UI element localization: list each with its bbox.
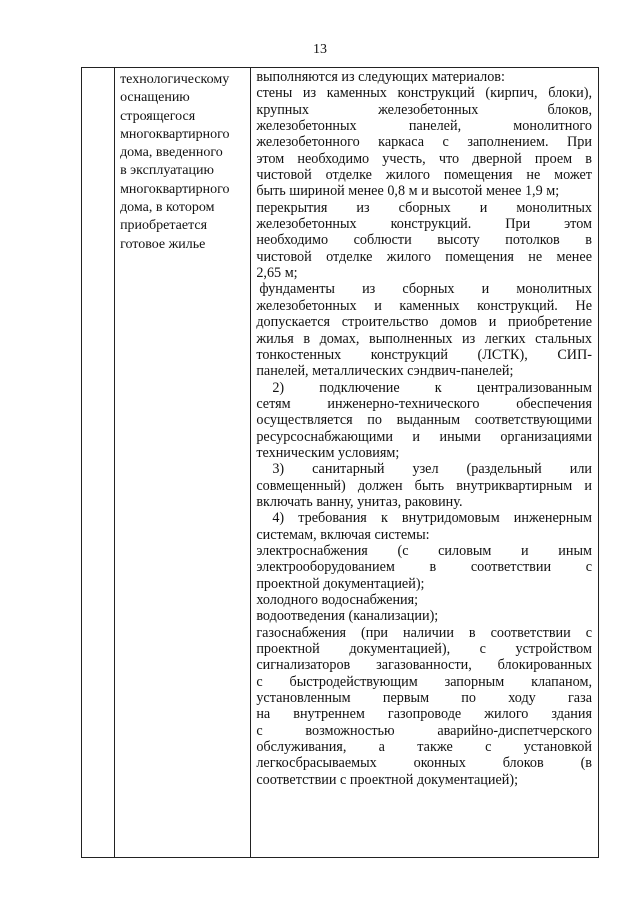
subject-line: приобретается (120, 218, 208, 234)
table-cell-subject (115, 68, 251, 858)
text-line: ресурсоснабжающими и иными организациями (256, 428, 592, 445)
subject-line: в эксплуатацию (120, 163, 214, 179)
text-line: быть шириной менее 0,8 м и высотой менее 1,9 м; (256, 183, 560, 200)
text-line: чистовой отделке жилого помещения не менее (256, 248, 592, 265)
subject-line: дома, в котором (120, 200, 215, 216)
text-line: допускается строительство домов и приобретение (256, 314, 592, 331)
text-line: выполняются из следующих материалов: (256, 69, 505, 85)
page-number: 13 (313, 42, 327, 57)
text-line: осуществляется по выданным соответствующими (256, 412, 592, 429)
text-line: этом необходимо учесть, что дверной проем в (256, 150, 592, 167)
text-line: стены из каменных конструкций (кирпич, блоки), (256, 85, 592, 102)
text-line: перекрытия из сборных и монолитных (256, 199, 592, 216)
subject-line: строящегося (120, 108, 196, 124)
subject-line: оснащению (120, 90, 190, 106)
subject-line: готовое жилье (120, 236, 206, 252)
text-line: электроснабжения (с силовым и иным (256, 542, 592, 559)
text-line: тонкостенных конструкций (ЛСТК), СИП- (256, 346, 592, 363)
text-line: установленным первым по ходу газа (256, 690, 592, 707)
text-line: железобетонных конструкций. При этом (256, 216, 592, 233)
text-line: железобетонного каркаса с заполнением. При (256, 134, 592, 151)
text-line: системам, включая системы: (256, 526, 430, 543)
subject-line: многоквартирного (120, 181, 230, 197)
text-line: 4) требования к внутридомовым инженерным (272, 510, 592, 527)
text-line: жилья в домах, выполненных из легких стальных (256, 330, 592, 347)
text-line: проектной документацией); (256, 575, 425, 592)
text-line: панелей, металлических сэндвич-панелей; (256, 363, 514, 380)
text-line: техническим условиям; (256, 444, 400, 461)
text-line: включать ванну, унитаз, раковину. (256, 493, 463, 510)
text-line: железобетонных панелей, монолитного (256, 118, 592, 135)
requirements-table (81, 67, 599, 858)
text-line: 2) подключение к централизованным (272, 379, 592, 396)
text-line: водоотведения (канализации); (256, 608, 439, 625)
text-line: фундаменты из сборных и монолитных (259, 281, 592, 298)
text-line: 3) санитарный узел (раздельный или (272, 461, 592, 478)
text-line: совмещенный) должен быть внутриквартирным и (256, 477, 592, 494)
table-cell-number (82, 68, 115, 858)
text-line: холодного водоснабжения; (256, 592, 419, 608)
text-line: сетям инженерно-технического обеспечения (256, 395, 592, 412)
text-line: легкосбрасываемых оконных блоков (в (256, 755, 592, 772)
text-line: с возможностью аварийно-диспетчерского (256, 722, 592, 739)
subject-line: технологическому (120, 72, 230, 87)
requirements-text (251, 68, 598, 788)
table-row (82, 68, 599, 858)
text-line: газоснабжения (при наличии в соответствии с (256, 624, 592, 641)
text-line: необходимо соблюсти высоту потолков в (256, 232, 592, 249)
text-line: 2,65 м; (256, 265, 298, 282)
table-cell-requirements (251, 68, 599, 858)
text-line: обслуживания, а также с установкой (256, 739, 592, 756)
subject-line: дома, введенного (120, 145, 223, 161)
text-line: крупных железобетонных блоков, (256, 101, 592, 118)
text-line: железобетонных и каменных конструкций. Не (256, 297, 592, 314)
text-line: электрооборудованием в соответствии с (256, 559, 592, 576)
text-line: с быстродействующим запорным клапаном, (256, 673, 592, 690)
text-line: соответствии с проектной документацией); (256, 771, 519, 788)
text-line: на внутреннем газопроводе жилого здания (256, 706, 592, 723)
subject-text (115, 68, 250, 254)
text-line: сигнализаторов загазованности, блокированных (256, 657, 592, 674)
text-line: чистовой отделке жилого помещения не может (256, 167, 592, 184)
subject-line: многоквартирного (120, 126, 230, 142)
text-line: проектной документацией), с устройством (256, 641, 592, 658)
